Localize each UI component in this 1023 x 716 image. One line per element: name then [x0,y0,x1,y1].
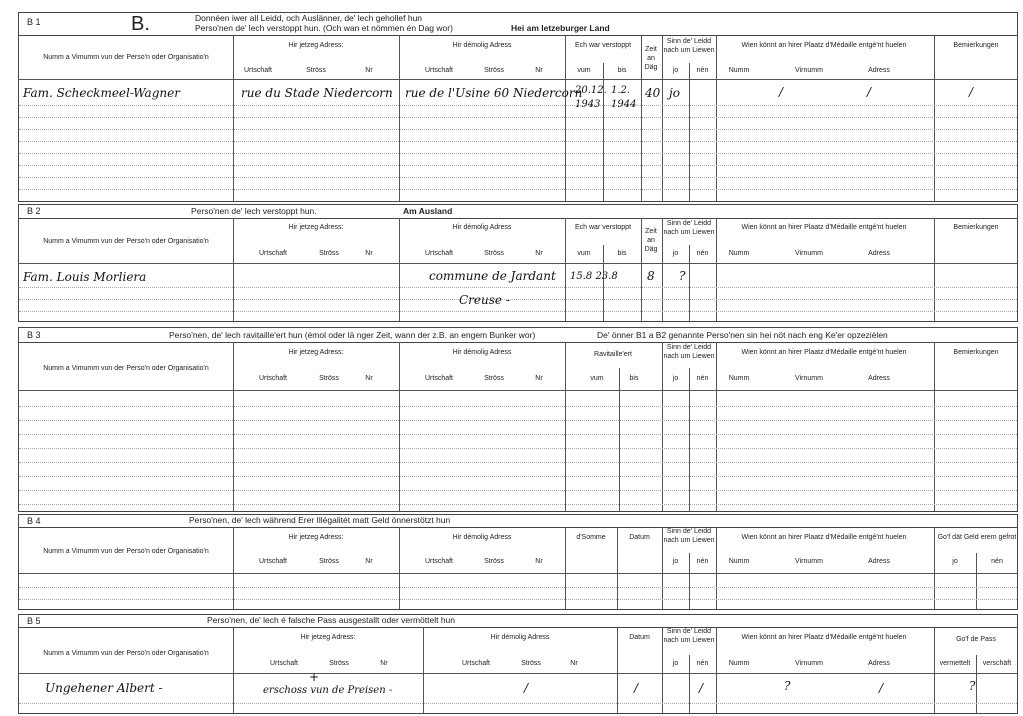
b5-row-dash-datum: / [634,681,639,695]
b5-row-q-pass: ? [969,679,976,693]
col-sinn-header: Sinn de' Leidd nach um Liewen [663,38,715,54]
b1-row-name: Fam. Scheckmeel-Wagner [23,86,180,100]
section-b1-label: B 1 [27,17,41,27]
b2-row-dates: 15.8 23.8 [570,271,618,282]
b2-row-zeit: 8 [647,269,655,283]
section-b2-place: Am Ausland [403,206,453,216]
section-b1-header [19,13,1017,36]
b1-row-demolig: rue de l'Usine 60 Niedercorn [405,86,583,100]
b5-row-cross: + [309,670,320,684]
b5-row-name: Ungehener Albert - [45,681,163,695]
col-somme-header: d'Somme [576,534,606,541]
section-b2-header [19,205,1017,219]
col-demolig-header: Hir démolig Adress [452,42,512,49]
section-b5-header [19,615,1017,628]
b1-row-zeit: 40 [645,86,661,100]
b1-row-dash-numm: / [779,85,784,99]
section-b5-title: Perso'nen, de' lech é falsche Pass ausgestallt oder vermöttelt hun [207,615,455,625]
section-b4-header [19,515,1017,528]
section-b5-label: B 5 [27,616,41,626]
col-jetzeg-header: Hir jetzeg Adress: [288,42,344,49]
col-gof-header: Go'f dät Geld erem gefrot [937,534,1017,541]
b2-row-demolig2: Creuse - [459,293,510,307]
b1-row-vum: 20.12. 1943 [575,85,607,110]
b5-row-dash-adress: / [879,681,884,695]
section-b3: B 3 Perso'nen, de' lech ravitaille'ert hun (émol oder lä nger Zeit, wann der z.B. an engem Bunker wor) De' önner B1 a B2 genannte Perso'nen sin hei nöt nach eng Ke'er opzezièlen Numm a Vimumm vun der Perso'n oder Organisatio'n Hir jetzeg Adress: Urtschaft Ströss Nr Hir démolig Adress Urtschaft Ströss Nr Ravitaille'ert vum bis Sinn de' Leidd nach um Liewen jo nén Wien könnt an hirer Plaatz d'Médaille entgé'nt huelen Numm Virnumm Adress Bemierkungen [18,327,1018,512]
b5-row-dash-sinn: / [699,681,704,695]
b5-row-dash-demolig: / [524,681,529,695]
section-b4: B 4 Perso'nen, de' lech während Erer Illégalitét matt Geld önnerstötzt hun Numm a Vimumm vun der Perso'n oder Organisatio'n Hir jetzeg Adress: Urtschaft Ströss Nr Hir démolig Adress Urtschaft Ströss Nr d'Somme Datum Sinn de' Leidd nach um Liewen jo nén Wien könnt an hirer Plaatz d'Médaille entgé'nt huelen Numm Virnumm Adress Go'f dät Geld erem gefrot jo nén [18,514,1018,610]
col-ravit-header: Ravitaille'ert [594,351,632,358]
section-b3-title: Perso'nen, de' lech ravitaille'ert hun (émol oder lä nger Zeit, wann der z.B. an engem Bunker wor) [169,330,536,340]
b1-row-jetzeg: rue du Stade Niedercorn [241,86,393,100]
section-b1-title1: Donnéen iwer all Leidd, och Auslänner, de' lech gehollef hun [195,13,423,23]
section-b1-title3: Hei am letzeburger Land [511,23,610,33]
col-name-header: Numm a Vimumm vun der Perso'n oder Organisatio'n [43,54,209,61]
col-medaille-header: Wien könnt an hirer Plaatz d'Médaille entgé'nt huelen [741,42,907,49]
b1-row-dash-bemierk: / [969,85,974,99]
section-b2-label: B 2 [27,206,41,216]
section-b3-label: B 3 [27,330,41,340]
section-b-letter: B. [131,13,150,35]
col-bemierk-header: Bemierkungen [953,42,999,49]
section-b4-title: Perso'nen, de' lech während Erer Illégalitét matt Geld önnerstötzt hun [189,515,451,525]
section-b2-title: Perso'nen de' lech verstoppt hun. [191,206,317,216]
b2-row-q: ? [679,269,686,283]
b2-row-name: Fam. Louis Morliera [23,270,147,284]
section-b3-header [19,328,1017,343]
b5-row-q-virnumm: ? [784,679,791,693]
section-b4-label: B 4 [27,516,41,526]
b1-row-bis: 1.2. 1944 [611,85,637,110]
section-b2: B 2 Perso'nen de' lech verstoppt hun. Am Ausland Numm a Vimumm vun der Perso'n oder Organisatio'n Hir jetzeg Adress: Urtschaft Ströss Nr Hir démolig Adress Urtschaft Ströss Nr Ech war verstoppt vum bis Zeit an Däg Sinn de' Leidd nach um Liewen jo nén Wien könnt an hirer Plaatz d'Médaille entgé'nt huelen Numm Virnumm Adress Bemierkungen Fam. Louis Morliera commune de Jardant Creuse - 15.8 23.8 8 ? [18,204,1018,322]
section-b5: B 5 Perso'nen, de' lech é falsche Pass ausgestallt oder vermöttelt hun Numm a Vimumm vun der Perso'n oder Organisatio'n Hir jetzeg Adress: Urtschaft Ströss Nr Hir démolig Adress Urtschaft Ströss Nr Datum Sinn de' Leidd nach um Liewen jo nén Wien könnt an hirer Plaatz d'Médaille entgé'nt huelen Numm Virnumm Adress Go'f de Pass vermettelt verschäft Ungehener Albert - + erschoss vun de Preisen - / / / ? / ? [18,614,1018,714]
b5-row-jetzeg: erschoss vun de Preisen - [263,685,393,696]
col-verstoppt-header: Ech war verstoppt [574,42,632,49]
b1-row-jo: jo [669,86,680,100]
section-b1-title2: Perso'nen de' lech verstoppt hun. (Och wan et nömmen én Dag wor) [195,23,453,33]
section-b3-title2: De' önner B1 a B2 genannte Perso'nen sin hei nöt nach eng Ke'er opzezièlen [597,330,888,340]
b2-row-demolig1: commune de Jardant [429,269,556,283]
col-zeit-header: Zeit an Däg [644,46,658,71]
section-b1: B 1 B. Donnéen iwer all Leidd, och Auslänner, de' lech gehollef hun Perso'nen de' lech verstoppt hun. (Och wan et nömmen én Dag wor) Hei am letzeburger Land Numm a Vimumm vun der Perso'n oder Organisatio'n Hir jetzeg Adress: Urtschaft Ströss Nr Hir démolig Adress Urtschaft Ströss Nr Ech war verstoppt vum bis Zeit an Däg Sinn de' Leidd nach um Liewen jo nén Wien könnt an hirer Plaatz d'Médaille entgé'nt huelen Numm Virnumm Adress Bemierkungen Fam. Scheckmeel-Wagner rue du Stade Niedercorn rue de l'Usine 60 Niedercorn 20.12. 1943 1.2. 1944 40 jo / / / [18,12,1018,202]
col-gofpass-header: Go'f de Pass [956,636,996,643]
b1-row-dash-adress: / [867,85,872,99]
col-datum-header: Datum [629,534,650,541]
